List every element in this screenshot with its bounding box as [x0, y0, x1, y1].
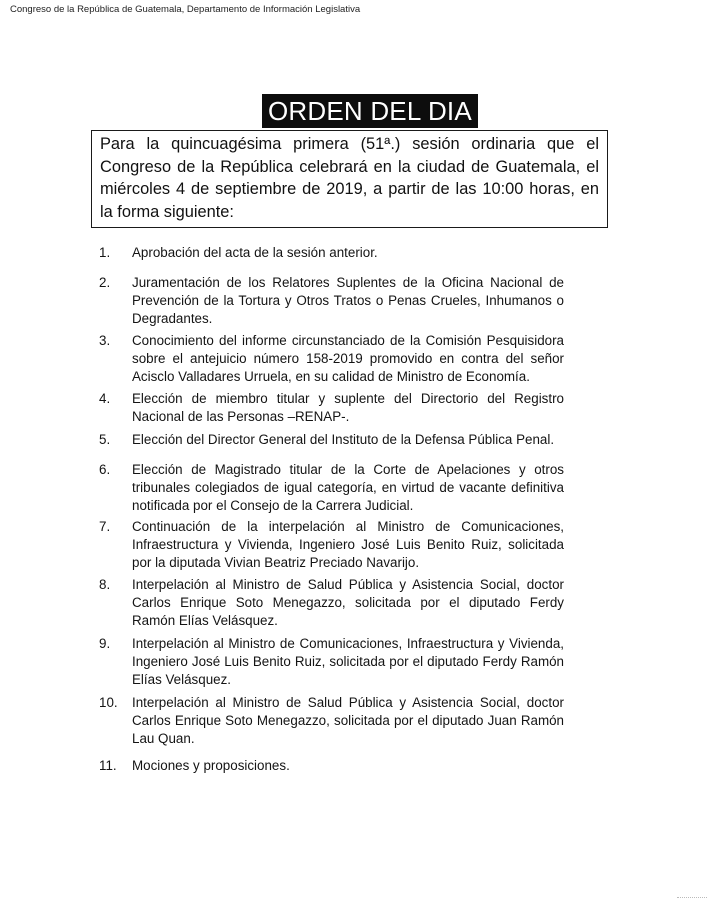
agenda-item [99, 461, 564, 516]
agenda-item-text: Elección de Magistrado titular de la Corte de Apelaciones y otros tribunales colegiados de igual categoría, en virtud de vacante definitiva notificada por el Consejo de la Carrera Judicial. [132, 462, 564, 514]
agenda-item-number: 1. [99, 245, 111, 260]
agenda-item-number: 6. [99, 462, 111, 477]
agenda-item-text: Interpelación al Ministro de Salud Pública y Asistencia Social, doctor Carlos Enrique Soto Menegazzo, solicitada por el diputado Juan Ramón Lau Quan. [132, 695, 564, 747]
agenda-item-text: Conocimiento del informe circunstanciado de la Comisión Pesquisidora sobre el antejuicio número 158-2019 promovido en contra del señor Acisclo Valladares Urruela, en su calidad de Ministro de Economía. [132, 333, 564, 385]
agenda-item-text: Interpelación al Ministro de Comunicaciones, Infraestructura y Vivienda, Ingeniero José Luis Benito Ruiz, solicitada por el diputado Ferdy Ramón Elías Velásquez. [132, 636, 564, 688]
agenda-item [99, 332, 564, 387]
document-title: ORDEN DEL DIA [262, 94, 478, 128]
agenda-item [99, 694, 564, 749]
agenda-item-number: 2. [99, 275, 111, 290]
agenda-item-text: Juramentación de los Relatores Suplentes de la Oficina Nacional de Prevención de la Tortura y Otros Tratos o Penas Crueles, Inhumanos o Degradantes. [132, 275, 564, 327]
agenda-item-number: 4. [99, 391, 111, 406]
agenda-item [99, 244, 564, 262]
session-intro-box [91, 130, 608, 228]
header-source-line: Congreso de la República de Guatemala, Departamento de Información Legislativa [10, 4, 361, 15]
agenda-item-number: 10. [99, 695, 118, 710]
agenda-item-number: 5. [99, 432, 111, 447]
agenda-item [99, 431, 564, 449]
agenda-item-text: Elección de miembro titular y suplente del Directorio del Registro Nacional de las Personas –RENAP-. [132, 391, 564, 425]
scan-edge-mark [677, 883, 707, 898]
agenda-item [99, 390, 564, 426]
agenda-item [99, 518, 564, 573]
agenda-item-number: 7. [99, 519, 111, 534]
agenda-item-text: Mociones y proposiciones. [132, 758, 290, 773]
agenda-item [99, 757, 564, 775]
agenda-item-text: Continuación de la interpelación al Ministro de Comunicaciones, Infraestructura y Vivienda, Ingeniero José Luis Benito Ruiz, solicitada por la diputada Vivian Beatriz Preciado Navarijo. [132, 519, 564, 571]
agenda-item-number: 9. [99, 636, 111, 651]
agenda-item-text: Elección del Director General del Instituto de la Defensa Pública Penal. [132, 432, 555, 447]
agenda-item [99, 635, 564, 690]
agenda-item-text: Interpelación al Ministro de Salud Pública y Asistencia Social, doctor Carlos Enrique Soto Menegazzo, solicitada por el diputado Ferdy Ramón Elías Velásquez. [132, 577, 564, 629]
agenda-item [99, 274, 564, 329]
session-intro-text: Para la quincuagésima primera (51ª.) sesión ordinaria que el Congreso de la República celebrará en la ciudad de Guatemala, el miércoles 4 de septiembre de 2019, a partir de las 10:00 horas, en la forma siguiente: [100, 135, 599, 221]
agenda-item-number: 8. [99, 577, 111, 592]
agenda-item-text: Aprobación del acta de la sesión anterior. [132, 245, 378, 260]
agenda-item [99, 576, 564, 631]
agenda-item-number: 11. [99, 758, 117, 773]
agenda-item-number: 3. [99, 333, 111, 348]
